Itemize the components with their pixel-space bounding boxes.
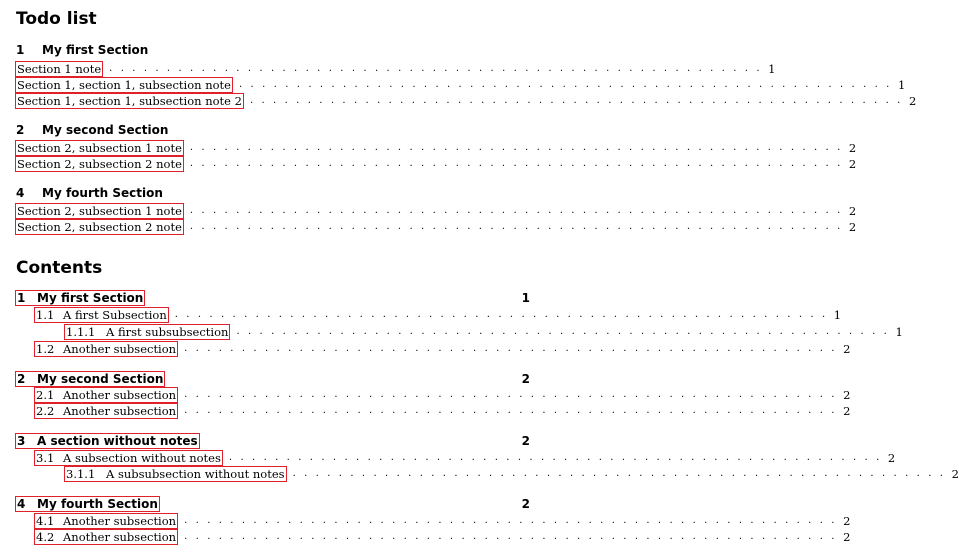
toc-title: Another subsection [63, 514, 177, 528]
toc-number: 3.1.1 [66, 467, 96, 481]
dot-leader: . . . . . . . . . . . . . . . . . . . . . . . . . . . . . . . . . . . . . . . . . . . . . . . . . . . . . . . . . [249, 95, 903, 106]
page-number: 2 [843, 342, 851, 356]
todo-section-title: My first Section [42, 43, 149, 57]
page-number: 2 [848, 141, 857, 155]
page-number: 2 [887, 451, 896, 465]
todo-note-row[interactable] [15, 203, 857, 219]
page-number: 2 [843, 514, 851, 528]
toc-link[interactable] [34, 529, 178, 545]
toc-link[interactable] [34, 307, 169, 323]
page-number: 2 [848, 204, 857, 218]
toc-link[interactable] [64, 466, 287, 482]
dot-leader: . . . . . . . . . . . . . . . . . . . . . . . . . . . . . . . . . . . . . . . . . . . . . . . . . . . . . . . . . [228, 452, 882, 463]
dot-leader: . . . . . . . . . . . . . . . . . . . . . . . . . . . . . . . . . . . . . . . . . . . . . . . . . . . . . . . . . [292, 468, 946, 479]
dot-leader: . . . . . . . . . . . . . . . . . . . . . . . . . . . . . . . . . . . . . . . . . . . . . . . . . . . . . . . . . [189, 158, 843, 169]
todo-note-link[interactable]: Section 1, section 1, subsection note 2 [17, 94, 242, 108]
toc-entry-subsubsection[interactable] [64, 324, 903, 340]
todo-section-number: 2 [16, 123, 25, 137]
page-number: 1 [833, 308, 842, 322]
toc-number: 4.2 [36, 530, 55, 544]
toc-number: 2 [17, 372, 26, 386]
toc-title: My fourth Section [37, 497, 158, 511]
toc-link[interactable] [15, 496, 160, 512]
todo-section-heading [16, 42, 530, 58]
dot-leader: . . . . . . . . . . . . . . . . . . . . . . . . . . . . . . . . . . . . . . . . . . . . . . . . . . . . . . . . . [109, 63, 763, 74]
toc-number: 3.1 [36, 451, 55, 465]
toc-entry-subsection[interactable] [34, 307, 842, 323]
todo-note-link[interactable]: Section 2, subsection 2 note [17, 157, 182, 171]
toc-entry-section[interactable] [15, 433, 530, 449]
toc-title: A subsection without notes [63, 451, 221, 465]
toc-entry-subsection[interactable] [34, 403, 851, 419]
toc-entry-subsection[interactable] [34, 529, 851, 545]
toc-entry-subsection[interactable] [34, 450, 896, 466]
page-number: 1 [897, 78, 906, 92]
toc-link[interactable] [34, 387, 178, 403]
toc-number: 2.1 [36, 388, 55, 402]
page-number: 1 [768, 62, 776, 76]
toc-entry-section[interactable] [15, 290, 530, 306]
page-number: 2 [843, 404, 851, 418]
dot-leader: . . . . . . . . . . . . . . . . . . . . . . . . . . . . . . . . . . . . . . . . . . . . . . . . . . . . . . . . . [189, 221, 843, 232]
page-number: 2 [848, 220, 857, 234]
todo-section-title: My second Section [42, 123, 169, 137]
todo-note-row[interactable] [15, 140, 857, 156]
todo-section-number: 4 [16, 186, 25, 200]
toc-number: 1.2 [36, 342, 55, 356]
toc-title: Another subsection [63, 404, 177, 418]
todo-list-title: Todo list [16, 9, 97, 29]
toc-number: 1.1 [36, 308, 55, 322]
page-number: 2 [521, 372, 530, 386]
page-number: 2 [848, 157, 857, 171]
toc-link[interactable] [15, 371, 165, 387]
dot-leader: . . . . . . . . . . . . . . . . . . . . . . . . . . . . . . . . . . . . . . . . . . . . . . . . . . . . . . . . . [189, 205, 843, 216]
todo-note-row[interactable] [15, 77, 906, 93]
toc-title: A first Subsection [63, 308, 167, 322]
page-number: 2 [521, 434, 530, 448]
toc-number: 4 [17, 497, 26, 511]
contents-title: Contents [16, 258, 103, 278]
toc-number: 2.2 [36, 404, 55, 418]
toc-entry-section[interactable] [15, 496, 530, 512]
todo-note-link[interactable]: Section 2, subsection 1 note [17, 204, 182, 218]
todo-section-number: 1 [16, 43, 25, 57]
dot-leader: . . . . . . . . . . . . . . . . . . . . . . . . . . . . . . . . . . . . . . . . . . . . . . . . . . . . . . . . . [236, 326, 890, 337]
toc-title: My first Section [37, 291, 144, 305]
toc-link[interactable] [15, 290, 145, 306]
page-number: 2 [908, 94, 917, 108]
dot-leader: . . . . . . . . . . . . . . . . . . . . . . . . . . . . . . . . . . . . . . . . . . . . . . . . . . . . . . . . . [184, 515, 838, 526]
dot-leader: . . . . . . . . . . . . . . . . . . . . . . . . . . . . . . . . . . . . . . . . . . . . . . . . . . . . . . . . . [174, 309, 828, 320]
dot-leader: . . . . . . . . . . . . . . . . . . . . . . . . . . . . . . . . . . . . . . . . . . . . . . . . . . . . . . . . . [184, 389, 838, 400]
toc-number: 1.1.1 [66, 325, 96, 339]
toc-link[interactable] [64, 324, 230, 340]
toc-title: Another subsection [63, 388, 177, 402]
toc-title: A section without notes [37, 434, 198, 448]
toc-number: 4.1 [36, 514, 55, 528]
page-number: 1 [895, 325, 903, 339]
todo-section-title: My fourth Section [42, 186, 163, 200]
toc-title: A subsubsection without notes [106, 467, 285, 481]
todo-note-row[interactable] [15, 61, 776, 77]
dot-leader: . . . . . . . . . . . . . . . . . . . . . . . . . . . . . . . . . . . . . . . . . . . . . . . . . . . . . . . . . [184, 405, 838, 416]
toc-link[interactable] [34, 513, 178, 529]
toc-number: 1 [17, 291, 26, 305]
todo-section-heading [16, 185, 530, 201]
dot-leader: . . . . . . . . . . . . . . . . . . . . . . . . . . . . . . . . . . . . . . . . . . . . . . . . . . . . . . . . . [184, 343, 838, 354]
dot-leader: . . . . . . . . . . . . . . . . . . . . . . . . . . . . . . . . . . . . . . . . . . . . . . . . . . . . . . . . . [189, 142, 843, 153]
dot-leader: . . . . . . . . . . . . . . . . . . . . . . . . . . . . . . . . . . . . . . . . . . . . . . . . . . . . . . . . . [184, 531, 838, 542]
toc-entry-section[interactable] [15, 371, 530, 387]
todo-note-link[interactable]: Section 2, subsection 2 note [17, 220, 182, 234]
toc-title: My second Section [37, 372, 164, 386]
toc-entry-subsection[interactable] [34, 513, 851, 529]
toc-entry-subsection[interactable] [34, 341, 851, 357]
toc-title: Another subsection [63, 342, 177, 356]
todo-note-row[interactable] [15, 93, 917, 109]
toc-entry-subsubsection[interactable] [64, 466, 959, 482]
toc-link[interactable] [15, 433, 200, 449]
toc-entry-subsection[interactable] [34, 387, 851, 403]
toc-number: 3 [17, 434, 26, 448]
todo-note-row[interactable] [15, 156, 857, 172]
page-number: 2 [951, 467, 959, 481]
todo-note-link[interactable]: Section 1 note [17, 62, 102, 76]
page-number: 2 [843, 530, 851, 544]
toc-title: Another subsection [63, 530, 177, 544]
dot-leader: . . . . . . . . . . . . . . . . . . . . . . . . . . . . . . . . . . . . . . . . . . . . . . . . . . . . . . . . . [238, 79, 892, 90]
todo-section-heading [16, 122, 530, 138]
page-number: 2 [521, 497, 530, 511]
toc-link[interactable] [34, 450, 223, 466]
toc-title: A first subsubsection [106, 325, 229, 339]
todo-note-link[interactable]: Section 1, section 1, subsection note [17, 78, 231, 92]
todo-note-row[interactable] [15, 219, 857, 235]
page-number: 2 [843, 388, 851, 402]
toc-link[interactable] [34, 341, 178, 357]
todo-note-link[interactable]: Section 2, subsection 1 note [17, 141, 182, 155]
toc-link[interactable] [34, 403, 178, 419]
page-number: 1 [521, 291, 530, 305]
